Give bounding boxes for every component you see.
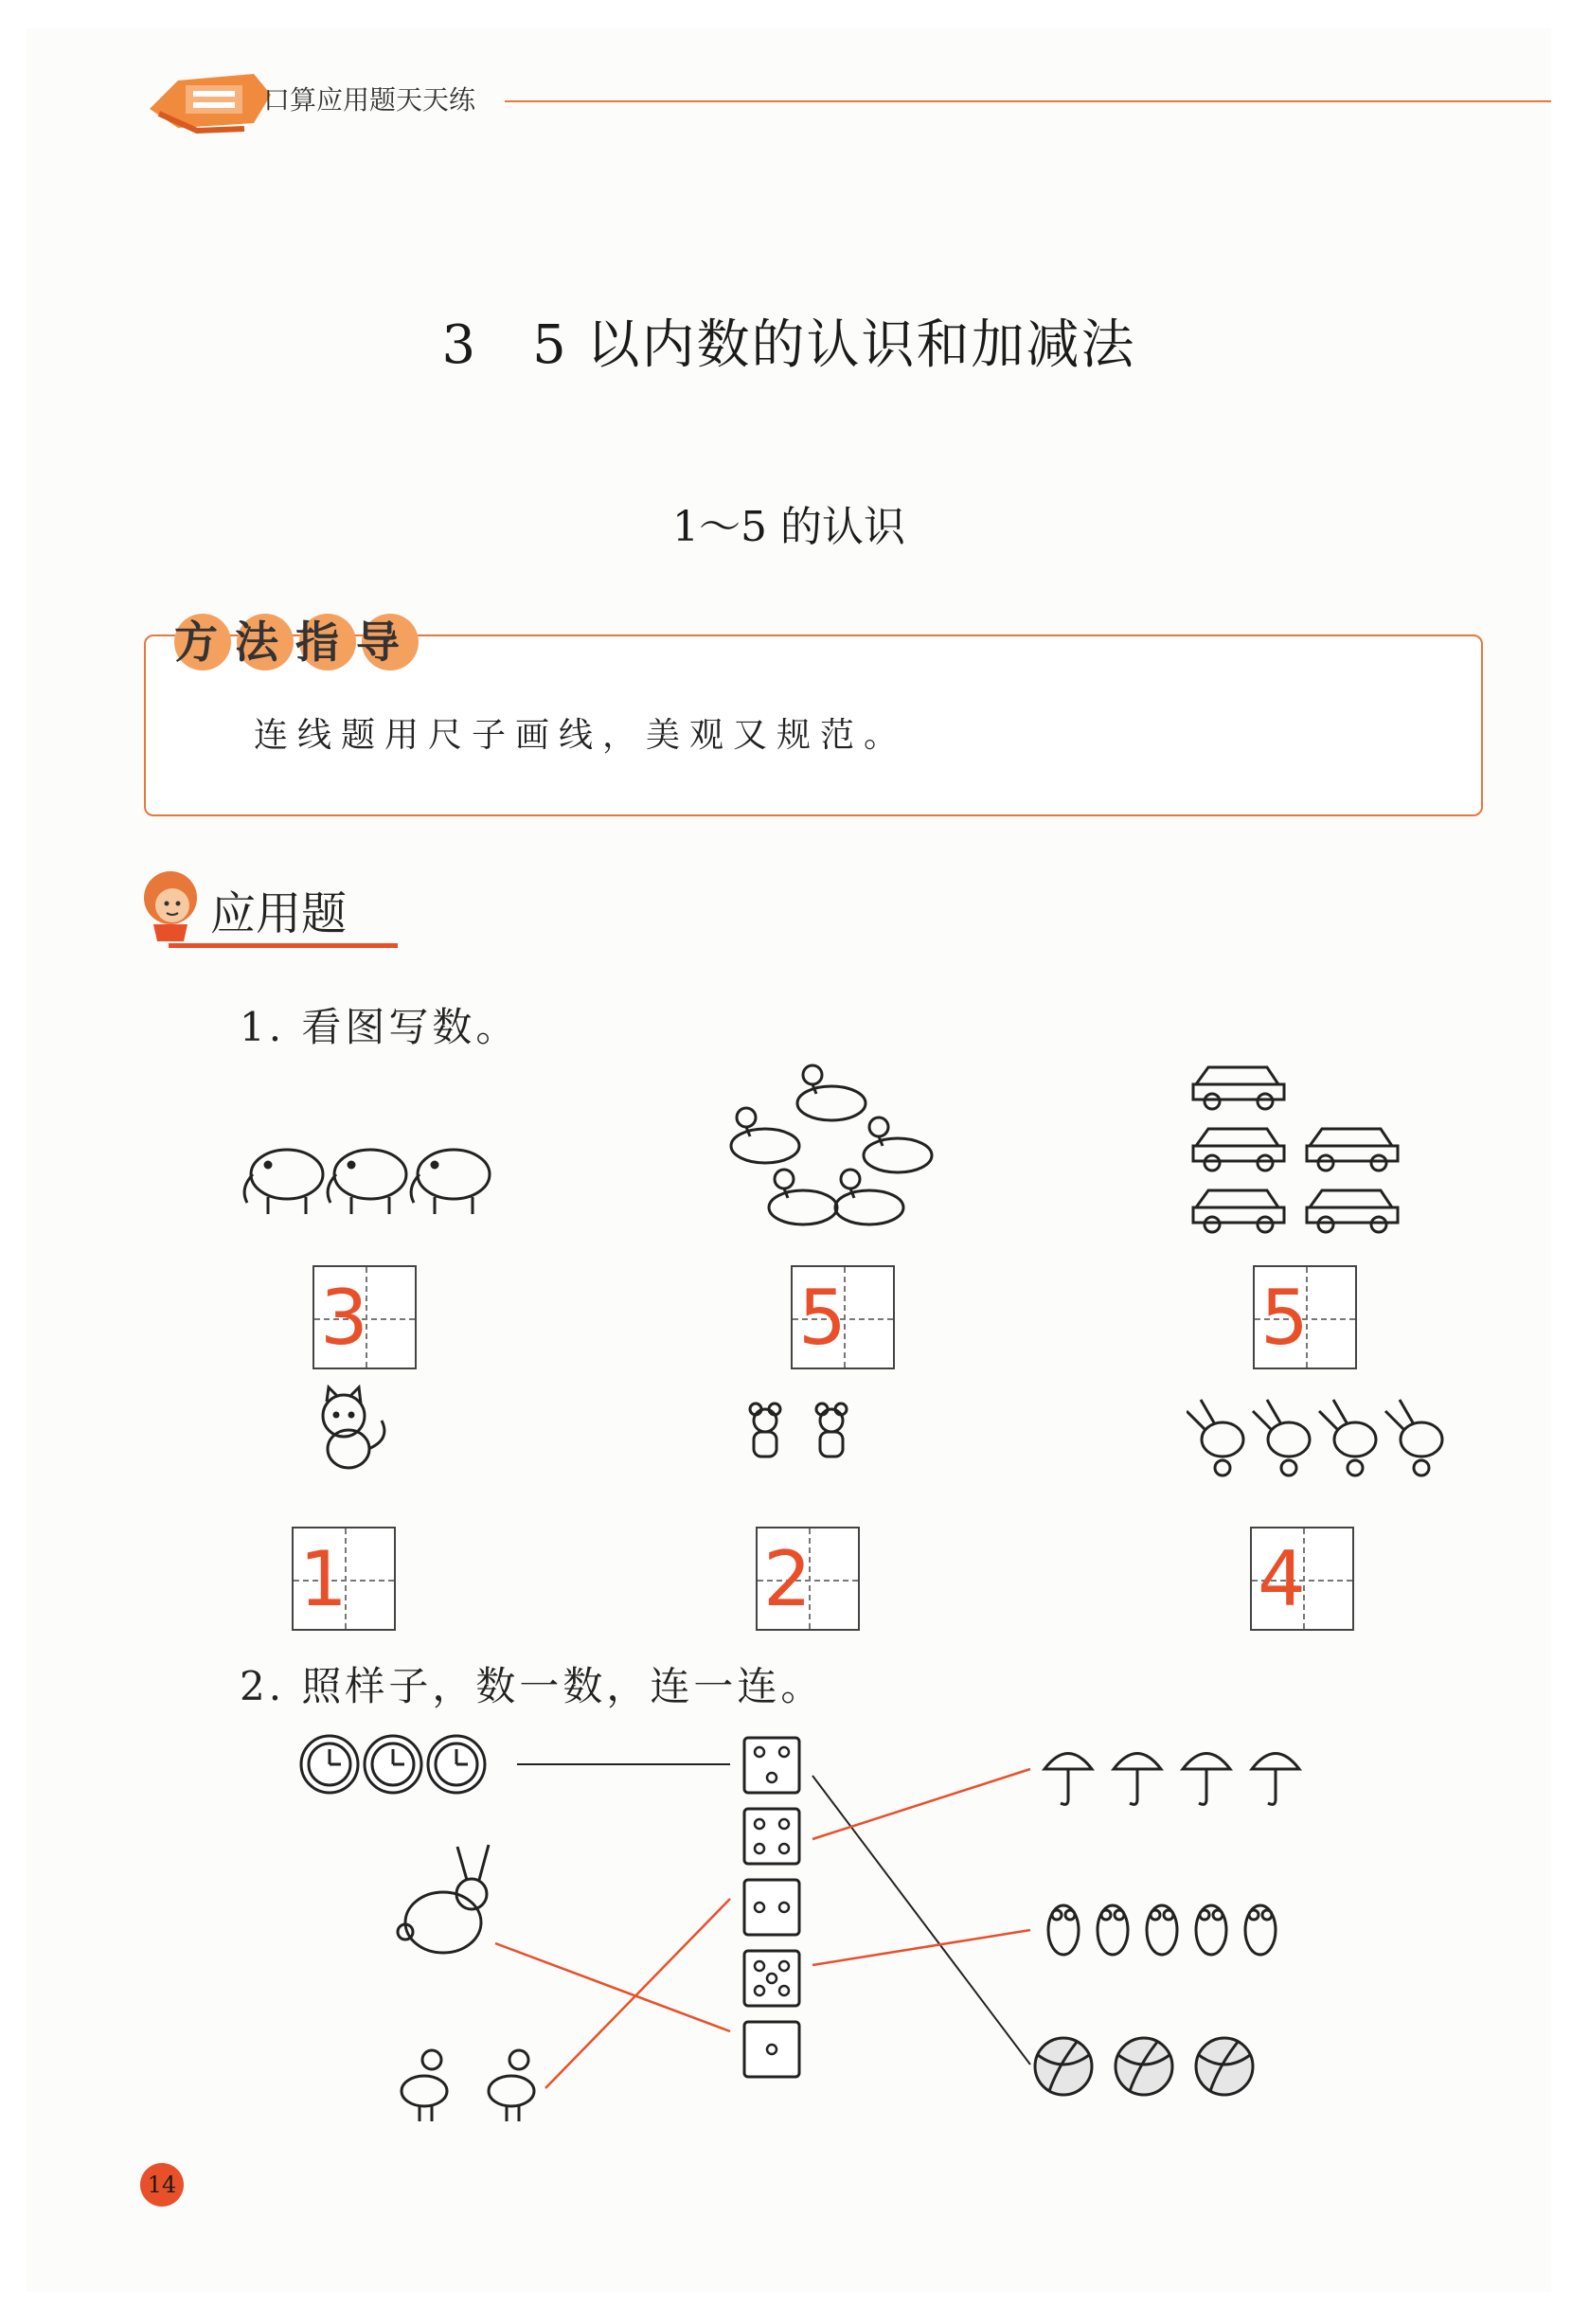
line-4-to-umbrellas: [812, 1769, 1030, 1839]
method-label: 方法指导: [174, 617, 417, 668]
rabbit-picture: [398, 1845, 489, 1953]
answer-digit: 5: [1260, 1274, 1309, 1362]
line-ducks-to-2: [545, 1899, 730, 2088]
chapter-title: 3 5 以内数的认识和加减法: [441, 314, 1136, 376]
clocks-picture: [301, 1736, 485, 1793]
workbook-page: [27, 28, 1551, 2292]
die-4: [744, 1809, 799, 1864]
answer-digit: 5: [798, 1274, 847, 1362]
method-text: 连线题用尺子画线，美观又规范。: [254, 716, 908, 755]
answer-digit: 1: [299, 1535, 348, 1623]
umbrellas-picture: [1044, 1754, 1299, 1805]
volleyballs-picture: [1035, 2038, 1253, 2095]
question1-text: 1. 看图写数。: [240, 1004, 520, 1050]
die-2: [744, 1880, 799, 1935]
owls-picture: [1048, 1905, 1276, 1955]
answer-digit: 2: [763, 1535, 812, 1623]
question2-text: 2. 照样子，数一数，连一连。: [240, 1663, 825, 1709]
die-3: [744, 1738, 799, 1793]
header-title: 口算应用题天天练: [263, 84, 476, 116]
section-label: 应用题: [210, 887, 348, 940]
die-5: [744, 1951, 799, 2006]
page-number: 14: [140, 2163, 184, 2207]
lesson-title: 1～5 的认识: [672, 503, 905, 551]
answer-digit: 3: [320, 1274, 368, 1362]
die-1: [744, 2022, 799, 2077]
dice-column: [744, 1738, 799, 2077]
line-5-to-owls: [812, 1930, 1030, 1965]
matching-diagram: [27, 28, 1551, 2292]
line-3-to-volleyballs: [812, 1776, 1030, 2065]
answer-digit: 4: [1258, 1535, 1306, 1623]
ducks-small-picture: [402, 2050, 534, 2121]
